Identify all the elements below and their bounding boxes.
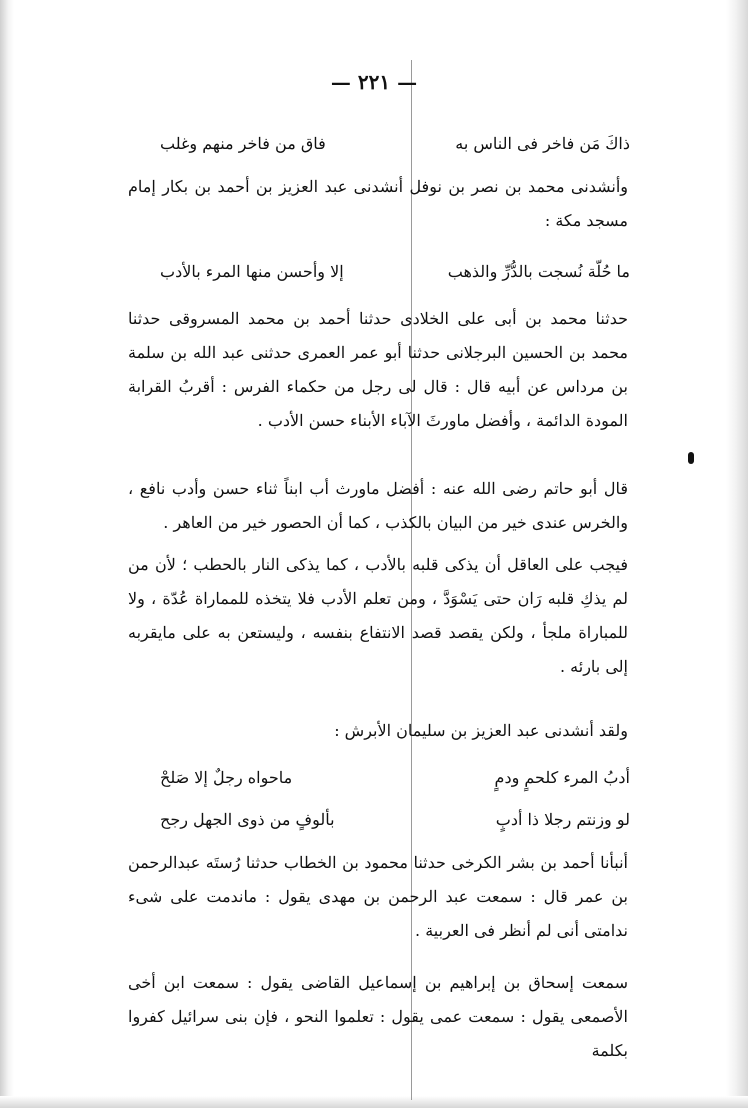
paragraph-7: سمعت إسحاق بن إبراهيم بن إسماعيل القاضى يقول : سمعت ابن أخى الأصمعى يقول : سمعت عمى يقول : تعلموا النحو ، فإن بنى سرائيل كفروا بكلمة [128, 973, 628, 1060]
paragraph-4: فيجب على العاقل أن يذكى قلبه بالأدب ، كما يذكى النار بالحطب ؛ لأن من لم يذكِ قلبه رَان حتى يَسْوَدَّ ، ومن تعلم الأدب فلا يتخذه للمماراة عُدّة ، ولا للمباراة ملجأ ، ولكن يقصد قصد الانتفاع بنفسه ، وليستعن به على مايقربه إلى بارئه . [128, 555, 629, 676]
verse-1-hemistich-2: فاق من فاخر منهم وغلب [160, 134, 326, 153]
verse-1-hemistich-1: ذاكَ مَن فاخر فى الناس به [455, 134, 630, 153]
verse-3-hemistich-2: ماحواه رجلٌ إلا صَلحْ [160, 768, 293, 787]
paragraph-2: حدثنا محمد بن أبى على الخلادى حدثنا أحمد بن محمد المسروقى حدثنا محمد بن الحسين البرجلانى حدثنا أبو عمر العمرى حدثنى عبد الله بن سلمة بن مرداس عن أبيه قال : قال لى رجل من حكماء الفرس : أقربُ القرابة المودة الدائمة ، وأفضل ماورثَ الآباء الأبناء حسن الأدب . [128, 309, 628, 430]
verse-2 [160, 262, 630, 292]
page-edge-shadow-bottom [0, 1096, 748, 1108]
verse-3-hemistich-1: أدبُ المرء كلحمٍ ودمٍ [494, 768, 630, 787]
paragraph-1: وأنشدنى محمد بن نصر بن نوفل أنشدنى عبد العزيز بن أحمد بن بكار إمام مسجد مكة : [128, 177, 629, 230]
page-edge-shadow-right [726, 0, 748, 1108]
verse-4-hemistich-1: لو وزنتم رجلا ذا أدبٍ [495, 810, 630, 829]
page-number: — ٢٢١ — [330, 70, 418, 94]
verse-4 [160, 810, 630, 840]
paragraph-3: قال أبو حاتم رضى الله عنه : أفضل ماورث أب ابناً ثناء حسن وأدب نافع ، والخرس عندى خير من البيان بالكذب ، كما أن الحصور خير من العاهر . [128, 479, 628, 532]
verse-2-hemistich-1: ما حُلّة نُسجت بالدُّرِّ والذهب [447, 262, 630, 281]
verse-1 [160, 134, 630, 164]
verse-2-hemistich-2: إلا وأحسن منها المرء بالأدب [160, 262, 344, 281]
verse-3 [160, 768, 630, 798]
verse-4-hemistich-2: بألوفٍ من ذوى الجهل رجح [160, 810, 335, 829]
paragraph-6: أنبأنا أحمد بن بشر الكرخى حدثنا محمود بن الخطاب حدثنا رُستَه عبدالرحمن بن عمر قال : سمعت عبد الرحمن بن مهدى يقول : ماندمت على شىء ندامتى أنى لم أنظر فى العربية . [128, 853, 628, 940]
margin-mark [688, 452, 694, 464]
page-edge-shadow-left [0, 0, 14, 1108]
paragraph-5: ولقد أنشدنى عبد العزيز بن سليمان الأبرش : [334, 721, 628, 740]
